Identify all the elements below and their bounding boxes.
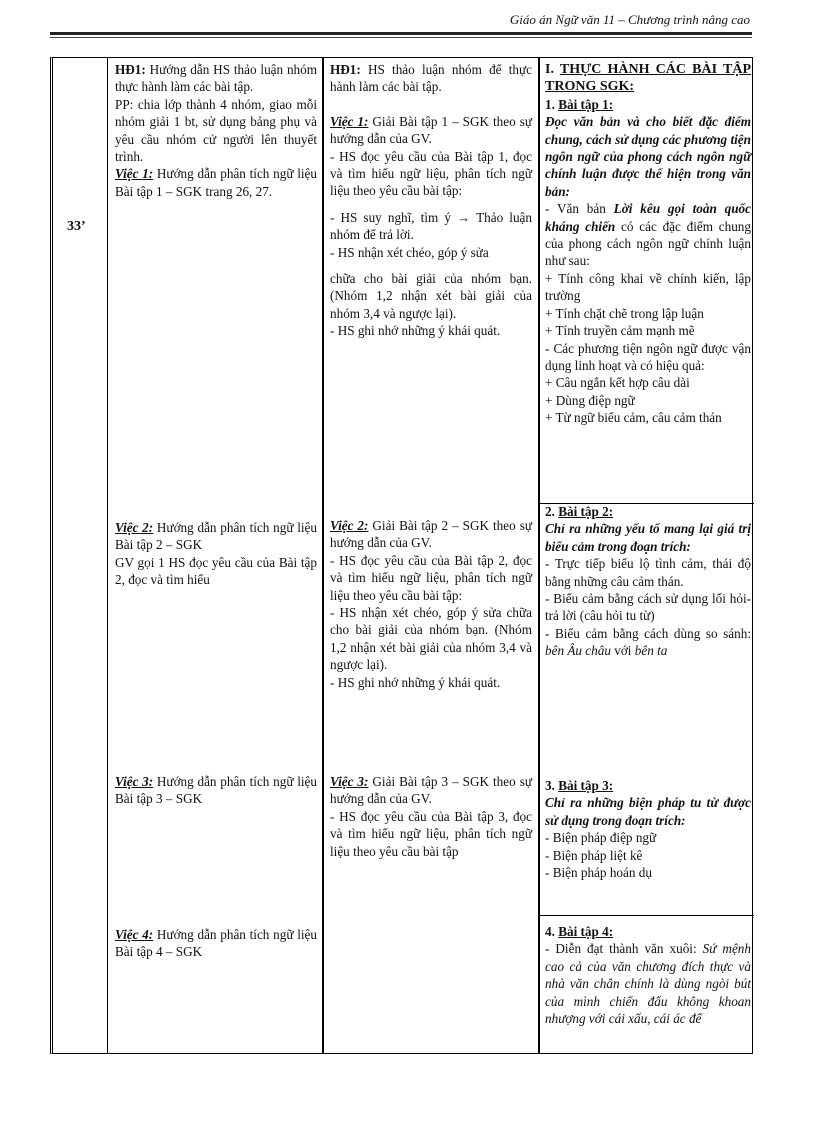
- page-header: Giáo án Ngữ văn 11 – Chương trình nâng cao: [509, 12, 750, 27]
- teacher-hd1: HĐ1: Hướng dẫn HS thảo luận nhóm thực hành làm các bài tập. PP: chia lớp thành 4 nhóm, giao mỗi nhóm giải 1 bt, sử dụng bảng phụ và yêu cầu nhóm cử người lên thuyết trình. Việc 1: Hướng dẫn phân tích ngữ liệu Bài tập 1 – SGK trang 26, 27.: [115, 62, 317, 199]
- header-rule-thin: [50, 37, 752, 38]
- header-rule-thick: [50, 32, 752, 35]
- column-divider-3: [538, 58, 541, 1053]
- student-viec3: Việc 3: Giải Bài tập 3 – SGK theo sự hướng dẫn của GV. - HS đọc yêu cầu của Bài tập 3, đọc và tìm hiểu ngữ liệu, phân tích ngữ liệu theo yêu cầu bài tập: [330, 774, 532, 859]
- row-separator-2: [538, 915, 754, 916]
- teacher-viec3: Việc 3: Hướng dẫn phân tích ngữ liệu Bài tập 3 – SGK: [115, 774, 317, 807]
- student-viec2: Việc 2: Giải Bài tập 2 – SGK theo sự hướng dẫn của GV. - HS đọc yêu cầu của Bài tập 2, đọc và tìm hiểu ngữ liệu, phân tích ngữ liệu theo yêu cầu bài tập: - HS nhận xét chéo, góp ý sửa chữa cho bài giải của nhóm bạn. (Nhóm 1,2 nhận xét bài giải của nhóm 3,4 và ngược lại). - HS ghi nhớ những ý khái quát.: [330, 518, 532, 690]
- teacher-viec2: Việc 2: Hướng dẫn phân tích ngữ liệu Bài tập 2 – SGK GV gọi 1 HS đọc yêu cầu của Bài tập 2, đọc và tìm hiểu: [115, 520, 317, 588]
- column-divider-1: [107, 58, 108, 1053]
- content-bt3: 3. Bài tập 3: Chỉ ra những biện pháp tu từ được sử dụng trong đoạn trích: - Biện pháp điệp ngữ - Biện pháp liệt kê - Biện pháp hoán dụ: [545, 778, 751, 881]
- content-bt1: I. THỰC HÀNH CÁC BÀI TẬP TRONG SGK: 1. Bài tập 1: Đọc văn bản và cho biết đặc điểm chung, cách sử dụng các phương tiện ngôn ngữ của phong cách ngôn ngữ chính luận được thể hiện trong văn bản: - Văn bản Lời kêu gọi toàn quốc kháng chiến có các đặc điểm chung của phong cách ngôn ngữ chính luận như sau: + Tính công khai về chính kiến, lập trường + Tính chặt chẽ trong lập luận + Tính truyền cảm mạnh mẽ - Các phương tiện ngôn ngữ được vận dụng linh hoạt và có hiệu quả: + Câu ngắn kết hợp câu dài + Dùng điệp ngữ + Từ ngữ biểu cảm, câu cảm thán: [545, 62, 751, 426]
- time-cell: 33’: [67, 219, 86, 234]
- student-hd1: HĐ1: HS thảo luận nhóm để thực hành làm các bài tập. Việc 1: Giải Bài tập 1 – SGK theo sự hướng dẫn của GV. - HS đọc yêu cầu của Bài tập 1, đọc và tìm hiểu ngữ liệu, phân tích ngữ liệu theo yêu cầu bài tập: - HS suy nghĩ, tìm ý → Thảo luận nhóm để trả lời. - HS nhận xét chéo, góp ý sửa chữa cho bài giải của nhóm bạn. (Nhóm 1,2 nhận xét bài giải của nhóm 3,4 và ngược lại). - HS ghi nhớ những ý khái quát.: [330, 62, 532, 339]
- teacher-viec4: Việc 4: Hướng dẫn phân tích ngữ liệu Bài tập 4 – SGK: [115, 927, 317, 960]
- lesson-table: [50, 57, 753, 1054]
- content-bt2: 2. Bài tập 2: Chỉ ra những yếu tố mang lại giá trị biểu cảm trong đoạn trích: - Trực tiếp biểu lộ tình cảm, thái độ bằng những câu cảm thán. - Biểu cảm bằng cách sử dụng lối hỏi-trả lời (câu hỏi tu từ) - Biểu cảm bằng cách dùng so sánh: bên Âu châu với bên ta: [545, 504, 751, 659]
- content-bt4: 4. Bài tập 4: - Diễn đạt thành văn xuôi: Sứ mệnh cao cả của văn chương đích thực và nhà văn chân chính là dùng ngòi bút của mình chiến đấu không khoan nhượng với cái xấu, cái ác để: [545, 924, 751, 1027]
- column-divider-2: [322, 58, 325, 1053]
